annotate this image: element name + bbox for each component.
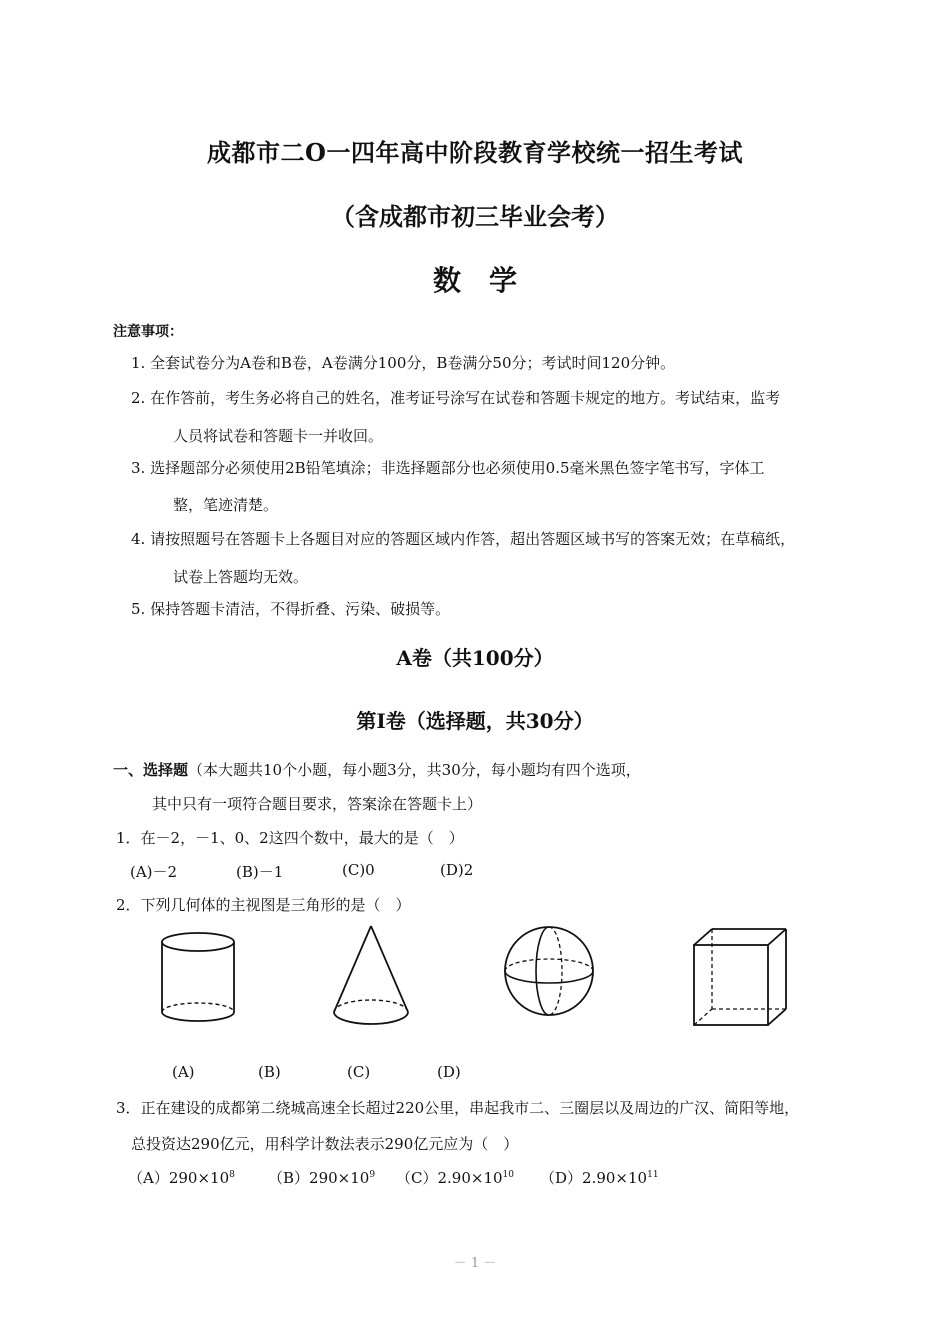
q3-option-c	[396, 1167, 514, 1188]
q2-option-d: (D)	[437, 1063, 461, 1081]
q1-option-a: (A)－2	[130, 863, 178, 881]
section-a-title: A卷（共100分）	[396, 646, 554, 670]
notice-item-5: 5. 保持答题卡清洁，不得折叠、污染、破损等。	[131, 600, 451, 618]
notice-item-1: 1. 全套试卷分为A卷和B卷，A卷满分100分，B卷满分50分；考试时间120分钟。	[131, 354, 676, 372]
notice-item-3-cont: 整，笔迹清楚。	[173, 496, 279, 514]
q3-option-a-prefix: （A）290×	[128, 1169, 211, 1187]
instructions-line-2: 其中只有一项符合题目要求，答案涂在答题卡上）	[152, 795, 483, 813]
cube-figure	[690, 925, 790, 1029]
q1-option-c: (C)0	[342, 861, 375, 879]
question-2-stem: 2．下列几何体的主视图是三角形的是（ ）	[116, 896, 411, 914]
q3-option-d-prefix: （D）2.90×	[540, 1169, 628, 1187]
q3-option-d	[540, 1167, 659, 1188]
notice-heading: 注意事项：	[113, 324, 183, 340]
instructions-line	[113, 759, 641, 780]
q3-option-a-exp: 8	[229, 1170, 235, 1180]
q3-option-a-base: 10	[210, 1169, 230, 1187]
question-1-stem: 1．在－2，－1、0、2这四个数中，最大的是（ ）	[116, 829, 464, 847]
q3-option-b-base: 10	[350, 1169, 370, 1187]
q3-option-d-exp: 11	[647, 1170, 659, 1180]
q2-option-a: (A)	[172, 1063, 195, 1081]
q3-option-c-prefix: （C）2.90×	[396, 1169, 484, 1187]
notice-item-2-cont: 人员将试卷和答题卡一并收回。	[173, 427, 384, 445]
q3-option-c-base: 10	[483, 1169, 503, 1187]
exam-subtitle: （含成都市初三毕业会考）	[331, 202, 619, 231]
cylinder-figure	[155, 928, 241, 1028]
part1-title: 第I卷（选择题，共30分）	[356, 709, 594, 733]
q3-option-b-prefix: （B）290×	[268, 1169, 351, 1187]
q3-option-c-exp: 10	[502, 1170, 514, 1180]
q3-option-b-exp: 9	[369, 1170, 376, 1180]
question-3-stem: 3．正在建设的成都第二绕城高速全长超过220公里，串起我市二、三圈层以及周边的广汉、简阳等地，	[116, 1099, 800, 1117]
notice-item-4-cont: 试卷上答题均无效。	[173, 568, 309, 586]
page-number: － 1 －	[453, 1256, 497, 1271]
q3-option-a	[128, 1167, 235, 1188]
instructions-text: （本大题共10个小题，每小题3分，共30分，每小题均有四个选项，	[188, 761, 641, 779]
q2-option-b: (B)	[258, 1063, 281, 1081]
q2-option-c: (C)	[347, 1063, 371, 1081]
exam-title: 成都市二O一四年高中阶段教育学校统一招生考试	[207, 138, 743, 167]
cone-figure	[328, 922, 414, 1030]
sphere-figure	[500, 922, 598, 1020]
q3-option-d-base: 10	[628, 1169, 648, 1187]
instructions-label: 一、选择题	[113, 761, 189, 779]
notice-item-4: 4. 请按照题号在答题卡上各题目对应的答题区域内作答，超出答题区域书写的答案无效；在草稿纸，	[131, 530, 796, 548]
notice-item-3: 3. 选择题部分必须使用2B铅笔填涂；非选择题部分也必须使用0.5毫米黑色签字笔书写，字体工	[131, 459, 765, 477]
q3-option-b	[268, 1167, 375, 1188]
notice-item-2: 2. 在作答前，考生务必将自己的姓名，准考证号涂写在试卷和答题卡规定的地方。考试结束，监考	[131, 389, 781, 407]
q1-option-b: (B)－1	[236, 863, 284, 881]
subject-title: 数学	[432, 264, 545, 297]
q1-option-d: (D)2	[440, 861, 474, 879]
question-3-stem-cont: 总投资达290亿元，用科学计数法表示290亿元应为（ ）	[131, 1135, 519, 1153]
